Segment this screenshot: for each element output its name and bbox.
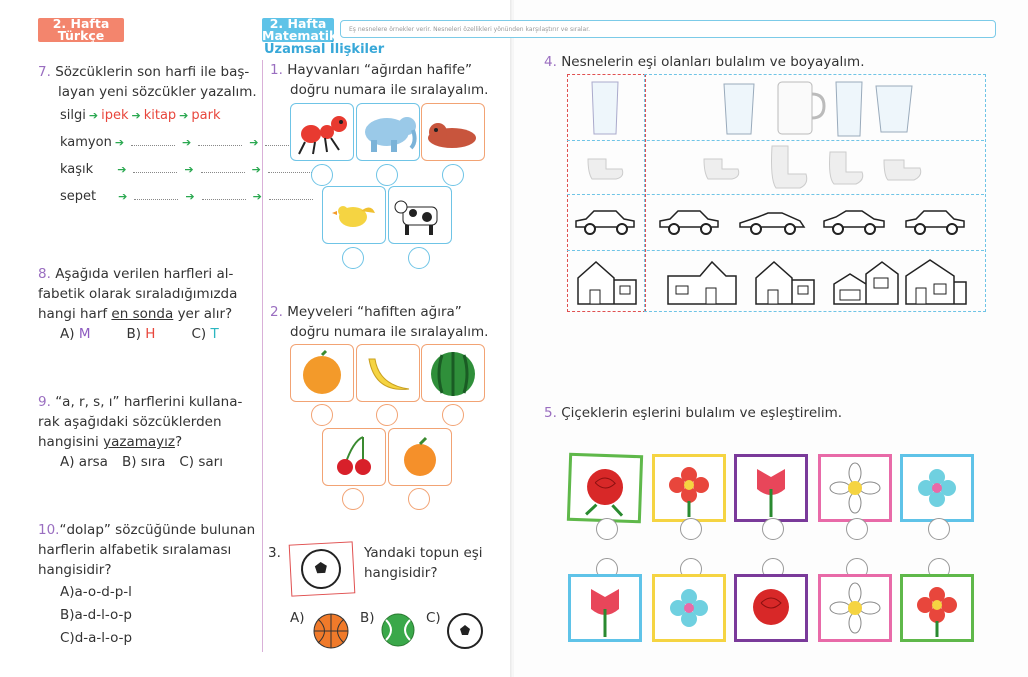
apricot-picture — [388, 428, 452, 486]
long-sock-icon[interactable] — [768, 144, 812, 190]
matematik-tag: 2. Hafta Matematik — [262, 16, 338, 43]
tennis-ball-option[interactable] — [380, 612, 416, 648]
glass-icon[interactable] — [722, 82, 756, 136]
match-circle[interactable] — [846, 518, 868, 540]
answer-circle[interactable] — [311, 404, 333, 426]
banana-picture — [356, 344, 420, 402]
pink-rose-match-card — [568, 574, 642, 642]
match-circle[interactable] — [762, 518, 784, 540]
soccer-ball-option[interactable] — [446, 612, 484, 650]
sports-car-icon[interactable] — [738, 207, 806, 237]
match-circle[interactable] — [596, 518, 618, 540]
short-sock-icon[interactable] — [882, 158, 924, 182]
red-flower-match-card — [900, 574, 974, 642]
elephant-picture — [356, 103, 420, 161]
bird-picture — [322, 186, 386, 244]
car-reference-icon — [572, 207, 640, 237]
white-daisy-card — [818, 454, 892, 522]
turkce-tag: 2. Hafta Türkçe — [38, 18, 124, 42]
answer-circle[interactable] — [408, 247, 430, 269]
math-question-1: 1. Hayvanları “ağırdan hafife” doğru numara ile sıralayalım. — [270, 62, 489, 98]
grid-row-divider — [567, 140, 984, 141]
cherry-picture — [322, 428, 386, 486]
question-9: 9. “a, r, s, ı” harflerini kullana- rak aşağıdaki sözcüklerden hangisini yazamayız? A) arsa B) sıra C) sarı — [38, 394, 243, 470]
answer-circle[interactable] — [442, 164, 464, 186]
cottage-icon[interactable] — [752, 258, 818, 306]
math-question-3-number: 3. — [268, 545, 281, 561]
math-question-2: 2. Meyveleri “hafiften ağıra” doğru numara ile sıralayalım. — [270, 304, 489, 340]
answer-circle[interactable] — [342, 247, 364, 269]
red-flower-card — [652, 454, 726, 522]
sock-icon[interactable] — [702, 155, 742, 181]
car-icon[interactable] — [656, 207, 724, 237]
villa-icon[interactable] — [832, 258, 900, 306]
q7-row-2[interactable]: kamyon ➔ ➔ ➔ — [60, 133, 313, 153]
answer-circle[interactable] — [442, 404, 464, 426]
option-a-label: A) — [290, 610, 305, 626]
q7-row-3[interactable]: kaşık ➔ ➔ ➔ — [60, 160, 316, 180]
glass-reference-icon — [588, 80, 622, 136]
sedan-icon[interactable] — [902, 207, 970, 237]
blue-flower-card — [900, 454, 974, 522]
answer-circle[interactable] — [311, 164, 333, 186]
option-b-label: B) — [360, 610, 375, 626]
red-rose-match-card — [734, 574, 808, 642]
tall-glass-icon[interactable] — [834, 80, 864, 138]
answer-circle[interactable] — [408, 488, 430, 510]
ant-picture — [290, 103, 354, 161]
section-subtitle: Uzamsal İlişkiler — [264, 42, 385, 57]
white-daisy-match-card — [818, 574, 892, 642]
pink-rose-card — [734, 454, 808, 522]
mug-icon[interactable] — [776, 80, 826, 136]
red-rose-card — [567, 453, 643, 524]
match-circle[interactable] — [680, 518, 702, 540]
blue-flower-match-card — [652, 574, 726, 642]
coupe-icon[interactable] — [820, 207, 888, 237]
grid-row-divider — [567, 194, 984, 195]
right-question-5: 5. Çiçeklerin eşlerini bulalım ve eşleştirelim. — [544, 405, 843, 421]
basketball-option[interactable] — [312, 612, 350, 650]
house-reference-icon — [574, 258, 638, 306]
instruction-bar: Eş nesnelere örnekler verir. Nesneleri özellikleri yönünden karşılaştırır ve sıralar. — [340, 20, 996, 38]
dog-picture — [421, 103, 485, 161]
right-question-4: 4. Nesnelerin eşi olanları bulalım ve boyayalım. — [544, 54, 865, 70]
q7-row-4[interactable]: sepet ➔ ➔ ➔ — [60, 187, 317, 207]
answer-circle[interactable] — [376, 404, 398, 426]
question-8: 8. Aşağıda verilen harfleri al- fabetik olarak sıraladığımızda hangi harf en sonda yer alır? A) M B) H C) T — [38, 266, 238, 342]
answer-circle[interactable] — [342, 488, 364, 510]
left-page — [0, 0, 512, 677]
townhouse-icon[interactable] — [904, 256, 968, 306]
watermelon-picture — [421, 344, 485, 402]
grid-row-divider — [567, 250, 984, 251]
soccer-ball-picture — [289, 541, 356, 596]
option-c-label: C) — [426, 610, 441, 626]
mid-sock-icon[interactable] — [826, 150, 866, 186]
match-circle[interactable] — [928, 518, 950, 540]
q7-row-1: silgi ➔ ipek ➔ kitap ➔ park — [60, 108, 221, 123]
question-7: 7. Sözcüklerin son harfi ile baş- layan yeni sözcükler yazalım. — [38, 64, 257, 100]
cow-picture — [388, 186, 452, 244]
sock-reference-icon — [586, 155, 626, 181]
question-10: 10.“dolap” sözcüğünde bulunan harflerin alfabetik sıralaması hangisidir? A)a-o-d-p-l B)a-d-l-o-p C)d-a-l-o-p — [38, 522, 256, 646]
house-icon[interactable] — [666, 258, 738, 306]
orange-picture — [290, 344, 354, 402]
short-glass-icon[interactable] — [874, 84, 914, 134]
answer-circle[interactable] — [376, 164, 398, 186]
math-question-3: Yandaki topun eşi hangisidir? — [364, 545, 483, 581]
